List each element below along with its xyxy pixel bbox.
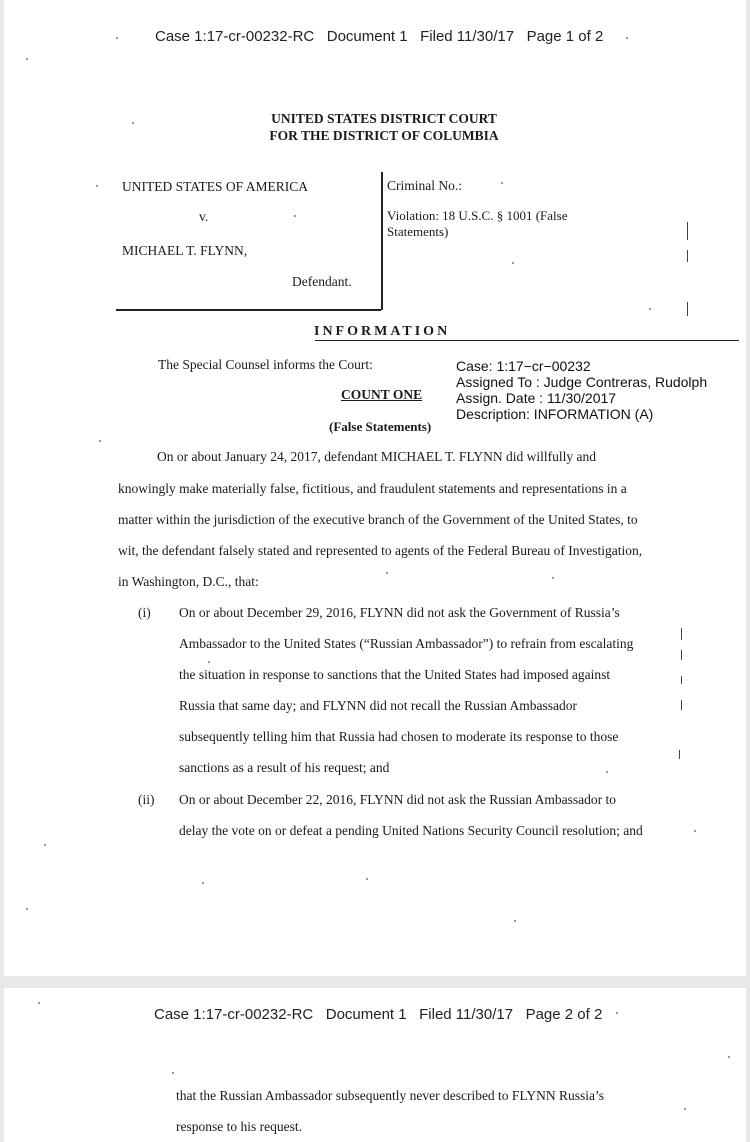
document-title: INFORMATION [314,324,451,339]
document-page-2 [4,988,746,1142]
title-rule [315,340,739,341]
stamp-assigned-judge: Assigned To : Judge Contreras, Rudolph [456,374,708,390]
body-line: knowingly make materially false, fictitious, and fraudulent statements and representations in a [118,481,627,496]
scan-speck [96,185,98,187]
scan-speck [606,771,608,773]
document-page-1 [4,0,746,976]
stamp-assign-date: Assign. Date : 11/30/2017 [456,390,617,406]
margin-mark [687,302,688,316]
intro-text: The Special Counsel informs the Court: [158,357,373,372]
scan-speck [44,844,46,846]
page-header: Case 1:17-cr-00232-RC Document 1 Filed 11/30/17 Page 1 of 2 [155,28,604,45]
caption-defendant-label: Defendant. [292,274,352,289]
scan-speck [512,262,514,264]
item-i-line: On or about December 29, 2016, FLYNN did not ask the Government of Russia’s [179,605,620,620]
scan-speck [99,440,101,442]
scan-speck [649,308,651,310]
body-line: wit, the defendant falsely stated and represented to agents of the Federal Bureau of Investigation, [118,543,643,558]
item-i-label: (i) [138,605,151,620]
stamp-description: Description: INFORMATION (A) [456,406,654,422]
scan-speck [501,182,503,184]
item-i-line: Russia that same day; and FLYNN did not recall the Russian Ambassador [179,698,577,713]
margin-mark [687,250,688,262]
scan-speck [694,830,696,832]
count-subheading: (False Statements) [329,419,432,434]
court-name-line-1: UNITED STATES DISTRICT COURT [271,111,497,126]
stamp-case-number: Case: 1:17−cr−00232 [456,358,591,374]
caption-plaintiff: UNITED STATES OF AMERICA [122,179,309,194]
count-heading: COUNT ONE [341,387,423,402]
violation-line-1: Violation: 18 U.S.C. § 1001 (False [387,208,568,223]
scan-speck [202,882,204,884]
body-line: matter within the jurisdiction of the executive branch of the Government of the United States, to [118,512,638,527]
scan-speck [728,1056,730,1058]
margin-mark [679,750,680,759]
margin-mark [681,676,682,684]
item-i-line: subsequently telling him that Russia had chosen to moderate its response to those [179,729,619,744]
body-line: that the Russian Ambassador subsequently never described to FLYNN Russia’s [176,1088,604,1103]
item-i-line: sanctions as a result of his request; and [179,760,390,775]
court-name-line-2: FOR THE DISTRICT OF COLUMBIA [269,128,499,143]
scan-speck [132,122,134,124]
caption-divider [381,172,383,310]
violation-line-2: Statements) [387,224,449,239]
page-header: Case 1:17-cr-00232-RC Document 1 Filed 11/30/17 Page 2 of 2 [154,1006,603,1023]
margin-mark [681,628,682,640]
body-line: On or about January 24, 2017, defendant MICHAEL T. FLYNN did willfully and [157,449,596,464]
item-i-line: Ambassador to the United States (“Russian Ambassador”) to refrain from escalating [179,636,634,651]
scan-speck [208,661,210,663]
scan-speck [172,1072,174,1074]
item-ii-label: (ii) [138,792,155,807]
caption-versus: v. [199,209,209,224]
scan-speck [514,920,516,922]
body-line: in Washington, D.C., that: [118,574,259,589]
scan-speck [26,908,28,910]
item-ii-line: On or about December 22, 2016, FLYNN did not ask the Russian Ambassador to [179,792,616,807]
scan-speck [294,215,296,217]
scan-speck [38,1002,40,1004]
scan-speck [116,37,118,39]
caption-bottom-rule [116,309,381,311]
scan-speck [626,37,628,39]
item-ii-line: delay the vote on or defeat a pending United Nations Security Council resolution; and [179,823,643,838]
margin-mark [681,700,682,710]
margin-mark [687,222,688,240]
scan-speck [684,1108,686,1110]
margin-mark [681,650,682,660]
item-i-line: the situation in response to sanctions that the United States had imposed against [179,667,611,682]
body-line: response to his request. [176,1119,302,1134]
scan-speck [366,878,368,880]
caption-defendant-name: MICHAEL T. FLYNN, [122,243,248,258]
scan-speck [616,1012,618,1014]
scan-speck [26,58,28,60]
scan-speck [552,577,554,579]
scan-speck [386,572,388,574]
criminal-number-label: Criminal No.: [387,178,462,193]
